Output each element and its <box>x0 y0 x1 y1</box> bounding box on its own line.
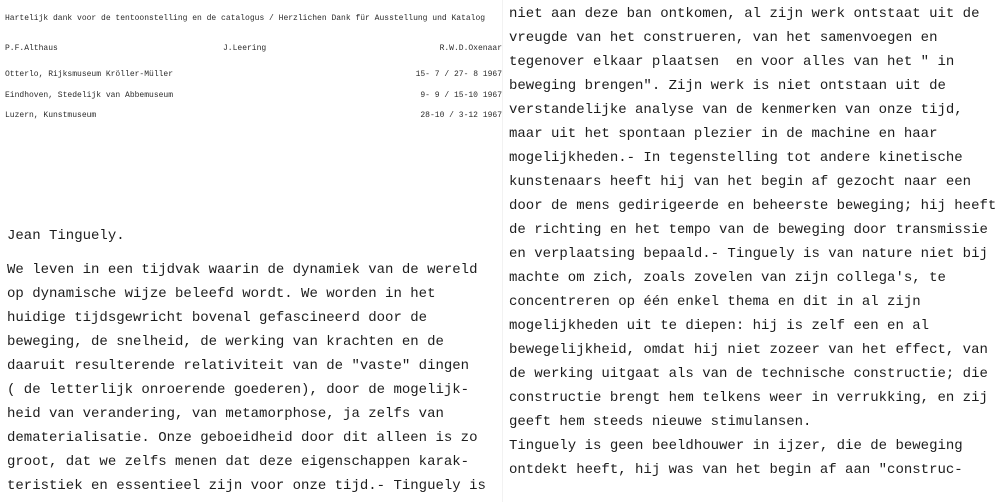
venue-dates: 15- 7 / 27- 8 1967 <box>415 70 502 79</box>
text-line: dematerialisatie. Onze geboeidheid door dit alleen is zo <box>7 430 478 446</box>
text-line: We leven in een tijdvak waarin de dynamiek van de wereld <box>7 262 478 278</box>
names-row <box>5 44 502 56</box>
name-oxenaar: R.W.D.Oxenaar <box>439 44 502 53</box>
venue-place: Otterlo, Rijksmuseum Kröller-Müller <box>5 70 174 79</box>
text-line: kunstenaars heeft hij van het begin af gezocht naar een <box>509 174 972 190</box>
text-line: constructie brengt hem telkens weer in verrukking, en zij <box>509 390 988 406</box>
venue-dates: 28-10 / 3-12 1967 <box>420 111 502 120</box>
text-line: ( de letterlijk onroerende goederen), door de mogelijk- <box>7 382 470 398</box>
venue-row <box>5 70 502 82</box>
venue-place: Eindhoven, Stedelijk van Abbemuseum <box>5 91 174 100</box>
text-line: vreugde van het construeren, van het samenvoegen en <box>509 30 938 46</box>
text-line: geeft hem steeds nieuwe stimulansen. <box>509 414 812 430</box>
text-line: huidige tijdsgewricht bovenal gefascineerd door de <box>7 310 428 326</box>
name-althaus: P.F.Althaus <box>5 44 58 53</box>
text-line: niet aan deze ban ontkomen, al zijn werk ontstaat uit de <box>509 6 980 22</box>
text-line: heid van verandering, van metamorphose, ja zelfs van <box>7 406 444 422</box>
text-line: de richting en het tempo van de beweging door transmissie <box>509 222 988 238</box>
text-line: op dynamische wijze beleefd wordt. We worden in het <box>7 286 436 302</box>
name-leering: J.Leering <box>223 44 267 53</box>
venue-place: Luzern, Kunstmuseum <box>5 111 97 120</box>
right-text-block <box>509 2 1000 482</box>
thanks-line: Hartelijk dank voor de tentoonstelling en de catalogus / Herzlichen Dank für Ausstellung und Katalog <box>5 14 486 23</box>
text-line: tegenover elkaar plaatsen en voor alles van het " in <box>509 54 955 70</box>
right-column <box>509 2 1000 502</box>
article-title: Jean Tinguely. <box>7 228 125 244</box>
text-line: door de mens gedirigeerde en beheerste beweging; hij heeft <box>509 198 997 214</box>
left-text-block <box>7 258 486 498</box>
text-line: machte om zich, zoals zovelen van zijn collega's, te <box>509 270 946 286</box>
text-line: en verplaatsing bepaald.- Tinguely is van nature niet bij <box>509 246 988 262</box>
text-line: groot, dat we zelfs menen dat deze eigenschappen karak- <box>7 454 470 470</box>
text-line: teristiek en essentieel zijn voor onze tijd.- Tinguely is <box>7 478 486 494</box>
venue-dates: 9- 9 / 15-10 1967 <box>420 91 502 100</box>
text-line: beweging brengen". Zijn werk is niet ontstaan uit de <box>509 78 946 94</box>
text-line: daaruit resulterende relativiteit van de "vaste" dingen <box>7 358 470 374</box>
page-divider <box>502 0 503 502</box>
text-line: bewegelijkheid, omdat hij niet zozeer van het effect, van <box>509 342 988 358</box>
text-line: mogelijkheden uit te diepen: hij is zelf een en al <box>509 318 930 334</box>
text-line: concentreren op één enkel thema en dit in al zijn <box>509 294 921 310</box>
text-line: de werking uitgaat als van de technische constructie; die <box>509 366 988 382</box>
text-line: maar uit het spontaan plezier in de machine en haar <box>509 126 938 142</box>
text-line: ontdekt heeft, hij was van het begin af aan "construc- <box>509 462 963 478</box>
venue-row <box>5 111 502 123</box>
left-column <box>7 226 502 494</box>
text-line: verstandelijke analyse van de kenmerken van onze tijd, <box>509 102 963 118</box>
text-line: beweging, de snelheid, de werking van krachten en de <box>7 334 444 350</box>
text-line: Tinguely is geen beeldhouwer in ijzer, die de beweging <box>509 438 963 454</box>
text-line: mogelijkheden.- In tegenstelling tot andere kinetische <box>509 150 963 166</box>
venue-row <box>5 91 502 103</box>
